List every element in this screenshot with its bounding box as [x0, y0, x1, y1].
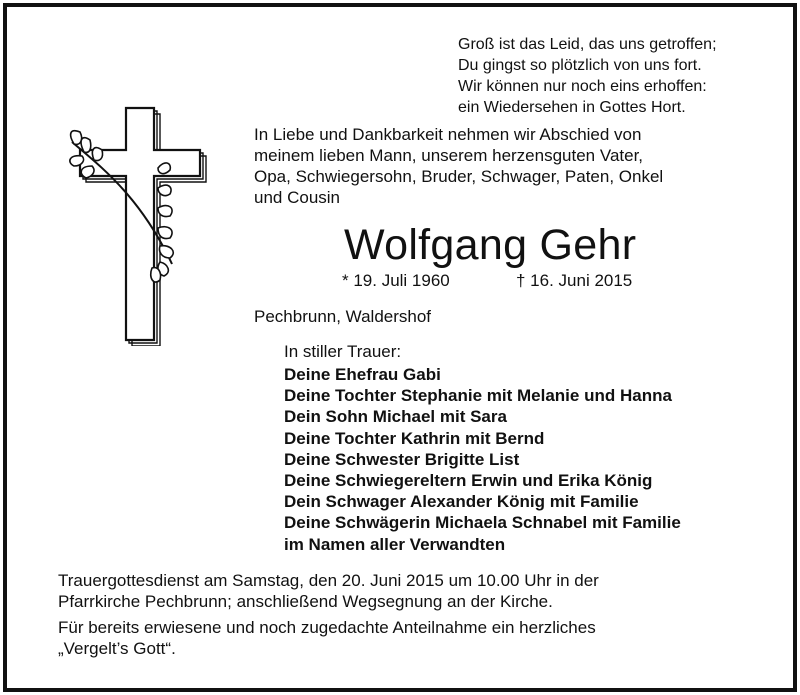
cross-with-palm-branch-icon: [60, 96, 260, 346]
mourner: Deine Schwiegereltern Erwin und Erika König: [284, 471, 653, 491]
poem-line: Groß ist das Leid, das uns getroffen;: [458, 36, 717, 53]
mourner: Deine Ehefrau Gabi: [284, 365, 441, 384]
birth-date: * 19. Juli 1960: [342, 271, 450, 290]
mourning-label: In stiller Trauer:: [284, 342, 402, 361]
farewell-text: [254, 124, 754, 208]
farewell-line: und Cousin: [254, 188, 341, 207]
thanks-text: [58, 617, 596, 659]
farewell-line: In Liebe und Dankbarkeit nehmen wir Abschied von: [254, 125, 642, 144]
poem-line: ein Wiedersehen in Gottes Hort.: [458, 99, 686, 116]
service-line: Pfarrkirche Pechbrunn; anschließend Wegsegnung an der Kirche.: [58, 592, 553, 611]
deceased-name: Wolfgang Gehr: [344, 221, 637, 269]
farewell-line: Opa, Schwiegersohn, Bruder, Schwager, Paten, Onkel: [254, 167, 664, 186]
poem-line: Wir können nur noch eins erhoffen:: [458, 78, 707, 95]
thanks-line: Für bereits erwiesene und noch zugedachte Anteilnahme ein herzliches: [58, 618, 596, 637]
service-line: Trauergottesdienst am Samstag, den 20. Juni 2015 um 10.00 Uhr in der: [58, 571, 599, 590]
mourner: Deine Tochter Kathrin mit Bernd: [284, 428, 545, 448]
mourner: Deine Tochter Stephanie mit Melanie und Hanna: [284, 386, 672, 406]
poem: [458, 34, 717, 118]
farewell-line: meinem lieben Mann, unserem herzensguten Vater,: [254, 146, 644, 165]
mourner: Dein Schwager Alexander König mit Familie: [284, 492, 639, 512]
service-info: [58, 570, 599, 612]
mourner: im Namen aller Verwandten: [284, 534, 506, 554]
mourners-list: [284, 364, 681, 555]
death-date: † 16. Juni 2015: [516, 271, 633, 290]
mourner: Deine Schwägerin Michaela Schnabel mit Familie: [284, 513, 681, 533]
poem-line: Du gingst so plötzlich von uns fort.: [458, 57, 702, 74]
mourner: Dein Sohn Michael mit Sara: [284, 407, 507, 427]
place: Pechbrunn, Waldershof: [254, 307, 432, 326]
mourner: Deine Schwester Brigitte List: [284, 449, 520, 469]
thanks-line: „Vergelt’s Gott“.: [58, 639, 176, 658]
